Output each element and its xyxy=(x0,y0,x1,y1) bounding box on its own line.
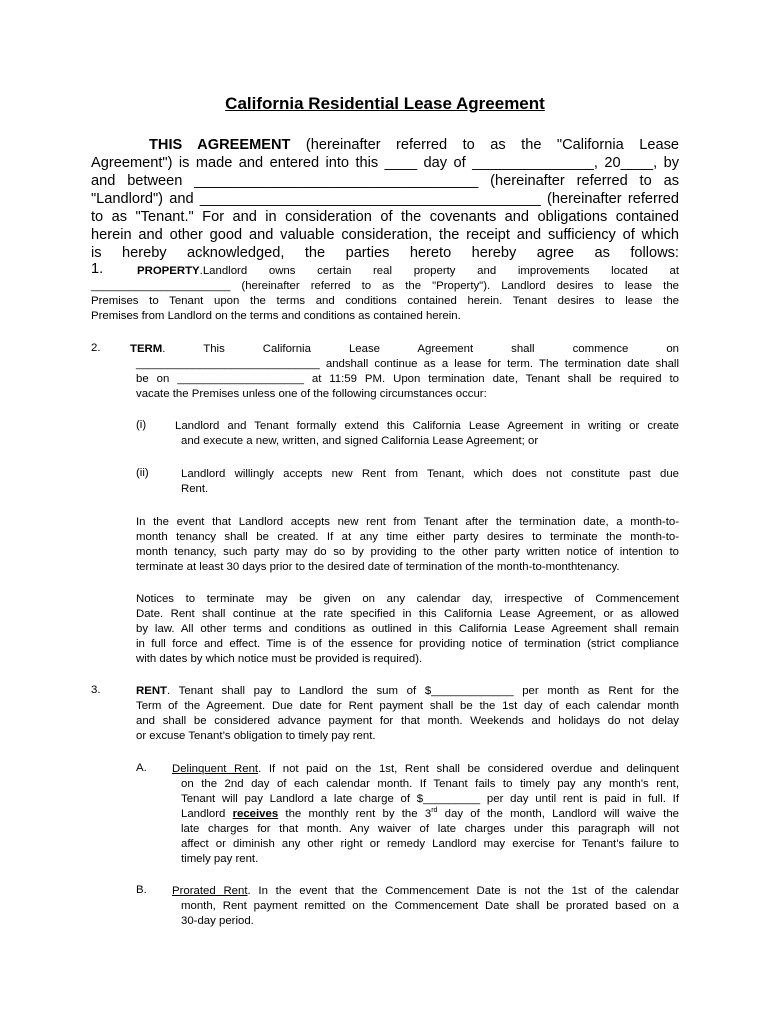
section-1-number: 1. xyxy=(91,261,104,277)
month-to-month-paragraph: In the event that Landlord accepts new rent from Tenant after the termination date, a month-to- month tenancy shall be created. If at any time either party desires to terminate the month-to- month tenancy, such party may do so by providing to the other party written notice of intention to terminate at least 30 days prior to the desired date of termination of the month-to-monthtenancy. xyxy=(136,516,679,573)
item-a-body: on the 2nd day of each calendar month. If Tenant fails to timely pay any month’s rent, Tenant will pay Landlord a late charge of $_________ per day until rent is paid in full. If Landlord receives the monthly rent by the 3rd day of the month, Landlord will waive the late charges for that month. Any waiver of late charges under this paragraph will not affect or diminish any other right or remedy Landlord may exercise for Tenant’s failure to timely pay rent. xyxy=(181,778,679,865)
item-b-first-line: Prorated Rent. In the event that the Commencement Date is not the 1st of the calendar xyxy=(172,885,679,897)
item-i-marker: (i) xyxy=(136,419,147,431)
intro-line: "Landlord") and __________________________________________ (hereinafter referred xyxy=(91,191,679,207)
notices-paragraph: Notices to terminate may be given on any calendar day, irrespective of Commencement Date. Rent shall continue at the rate specified in this California Lease Agreement, or as allowed by law. All other terms and conditions as outlined in this California Lease Agreement shall remain in full force and effect. Time is of the essence for providing notice of termination (strict compliance with dates by which notice must be provided is required). xyxy=(136,593,679,665)
section-1-body: ______________________ (hereinafter referred to as the "Property"). Landlord desires to lease the Premises to Tenant upon the terms and conditions contained herein. Tenant desires to lease the Premises from Landlord on the terms and conditions as contained herein. xyxy=(91,280,679,322)
item-b-body: month, Rent payment remitted on the Commencement Date shall be prorated based on a 30-day period. xyxy=(181,900,679,927)
intro-line: is hereby acknowledged, the parties hereto hereby agree as follows: xyxy=(91,245,679,261)
intro-line: herein and other good and valuable consideration, the receipt and sufficiency of which xyxy=(91,227,679,243)
section-3-heading: RENT xyxy=(136,685,168,697)
section-1-heading: PROPERTY xyxy=(137,265,200,277)
intro-line: to as "Tenant." For and in consideration of the covenants and obligations contained xyxy=(91,209,679,225)
section-2-body: _____________________________ andshall continue as a lease for term. The termination date shall be on ____________________ at 11:59 PM. Upon termination date, Tenant shall be required to vacate the Premises unless one of the following circumstances occur: xyxy=(136,358,679,400)
intro-line: THIS AGREEMENT (hereinafter referred to as the "California Lease xyxy=(149,137,680,153)
section-1-first-line: PROPERTY.Landlord owns certain real property and improvements located at xyxy=(137,265,679,277)
delinquent-rent-heading: Delinquent Rent xyxy=(172,763,259,775)
intro-line: Agreement") is made and entered into this ____ day of _______________, 20____, by xyxy=(91,155,679,171)
item-ii-text: Landlord willingly accepts new Rent from Tenant, which does not constitute past due Rent. xyxy=(181,468,679,495)
section-2-first-line: TERM. This California Lease Agreement shall commence on xyxy=(130,343,679,355)
section-3-number: 3. xyxy=(91,684,101,696)
item-i-text: Landlord and Tenant formally extend this California Lease Agreement in writing or create and execute a new, written, and signed California Lease Agreement; or xyxy=(175,420,679,447)
intro-line: and between ___________________________________ (hereinafter referred to as xyxy=(91,173,679,189)
item-a-marker: A. xyxy=(136,762,147,774)
section-2-heading: TERM xyxy=(130,343,163,355)
item-a-first-line: Delinquent Rent. If not paid on the 1st, Rent shall be considered overdue and delinquent xyxy=(172,763,679,775)
section-2-number: 2. xyxy=(91,342,101,354)
item-ii-marker: (ii) xyxy=(136,467,149,479)
item-b-marker: B. xyxy=(136,884,147,896)
document-title: California Residential Lease Agreement xyxy=(225,94,545,113)
prorated-rent-heading: Prorated Rent xyxy=(172,885,248,897)
intro-paragraph xyxy=(91,136,679,262)
section-3-body: RENT. Tenant shall pay to Landlord the sum of $_____________ per month as Rent for the Term of the Agreement. Due date for Rent payment shall be the 1st day of each calendar month and shall be considered advance payment for that month. Weekends and holidays do not delay or excuse Tenant’s obligation to timely pay rent. xyxy=(136,685,679,742)
